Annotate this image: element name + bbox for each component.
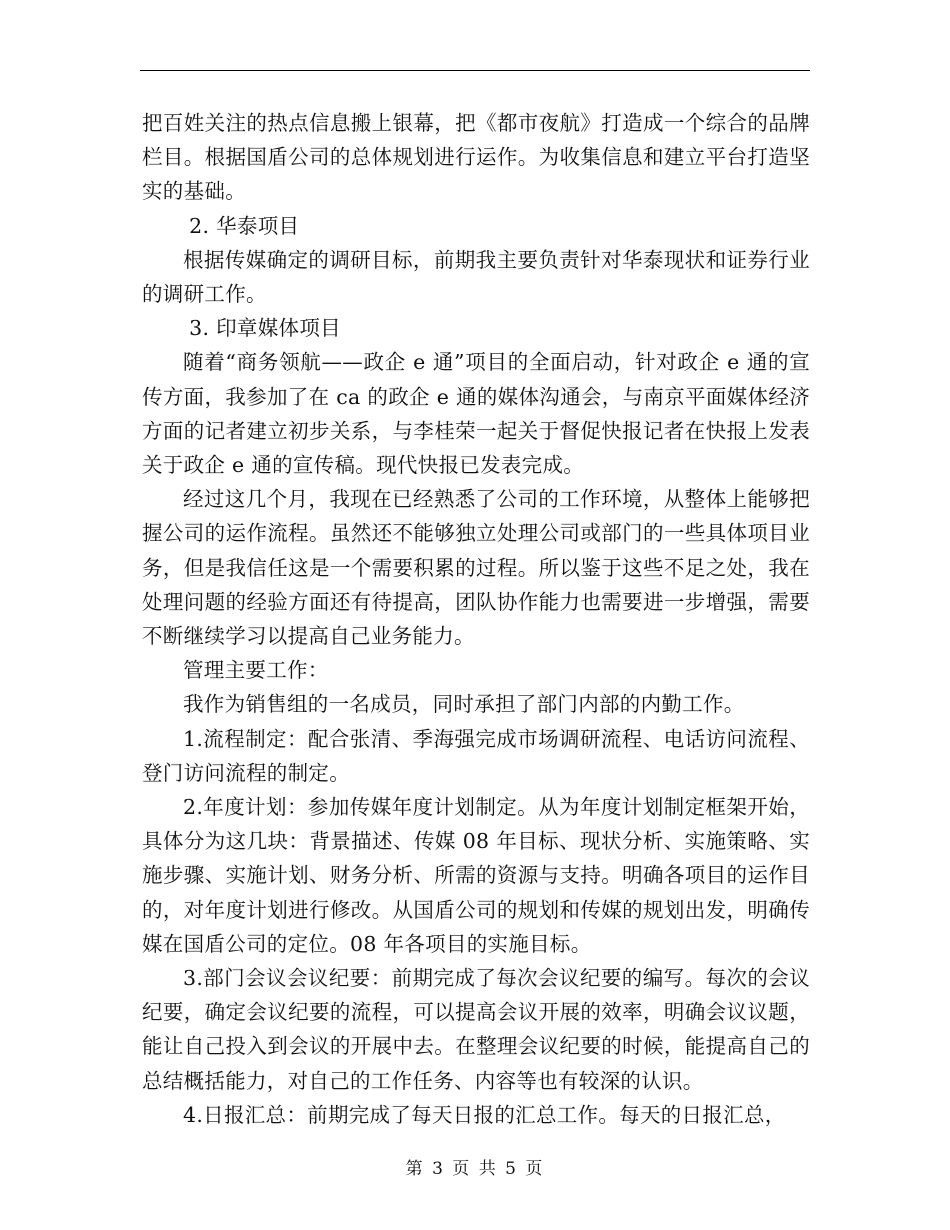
paragraph-daily-report: 4.日报汇总：前期完成了每天日报的汇总工作。每天的日报汇总， <box>183 1102 786 1127</box>
paragraph-process: 1.流程制定：配合张清、季海强完成市场调研流程、电话访问流程、登门访问流程的制定。 <box>142 726 810 785</box>
paragraph-annual-plan: 2.年度计划：参加传媒年度计划制定。从为年度计划制定框架开始，具体分为这几块：背景描述、传媒 08 年目标、现状分析、实施策略、实施步骤、实施计划、财务分析、所需的资源与支持。明确各项目的运作目的，对年度计划进行修改。从国盾公司的规划和传媒的规划出发，明确传媒在国盾公司的定位。08 年各项目的实施目标。 <box>142 795 810 956</box>
paragraph-seal-media: 随着“商务领航——政企 e 通”项目的全面启动，针对政企 e 通的宣传方面，我参加了在 ca 的政企 e 通的媒体沟通会，与南京平面媒体经济方面的记者建立初步关系，与李桂荣一起关于督促快报记者在快报上发表关于政企 e 通的宣传稿。现代快报已发表完成。 <box>142 350 810 478</box>
document-body <box>142 106 810 1132</box>
page-number-footer: 第 3 页 共 5 页 <box>405 1159 545 1179</box>
header-rule <box>140 70 810 71</box>
section-heading-seal-media: 3. 印章媒体项目 <box>189 316 341 341</box>
paragraph-role: 我作为销售组的一名成员，同时承担了部门内部的内勤工作。 <box>183 692 745 717</box>
paragraph-huatai: 根据传媒确定的调研目标，前期我主要负责针对华泰现状和证券行业的调研工作。 <box>142 247 810 307</box>
paragraph-management-title: 管理主要工作： <box>183 658 329 683</box>
paragraph-continuation: 把百姓关注的热点信息搬上银幕，把《都市夜航》打造成一个综合的品牌栏目。根据国盾公司的总体规划进行运作。为收集信息和建立平台打造坚实的基础。 <box>142 111 810 204</box>
paragraph-meeting-minutes: 3.部门会议会议纪要：前期完成了每次会议纪要的编写。每次的会议纪要，确定会议纪要的流程，可以提高会议开展的效率，明确会议议题，能让自己投入到会议的开展中去。在整理会议纪要的时候，能提高自己的总结概括能力，对自己的工作任务、内容等也有较深的认识。 <box>142 966 810 1093</box>
section-heading-huatai: 2. 华泰项目 <box>189 213 300 238</box>
paragraph-summary: 经过这几个月，我现在已经熟悉了公司的工作环境，从整体上能够把握公司的运作流程。虽然还不能够独立处理公司或部门的一些具体项目业务，但是我信任这是一个需要积累的过程。所以鉴于这些不足之处，我在处理问题的经验方面还有待提高，团队协作能力也需要进一步增强，需要不断继续学习以提高自己业务能力。 <box>142 487 810 649</box>
